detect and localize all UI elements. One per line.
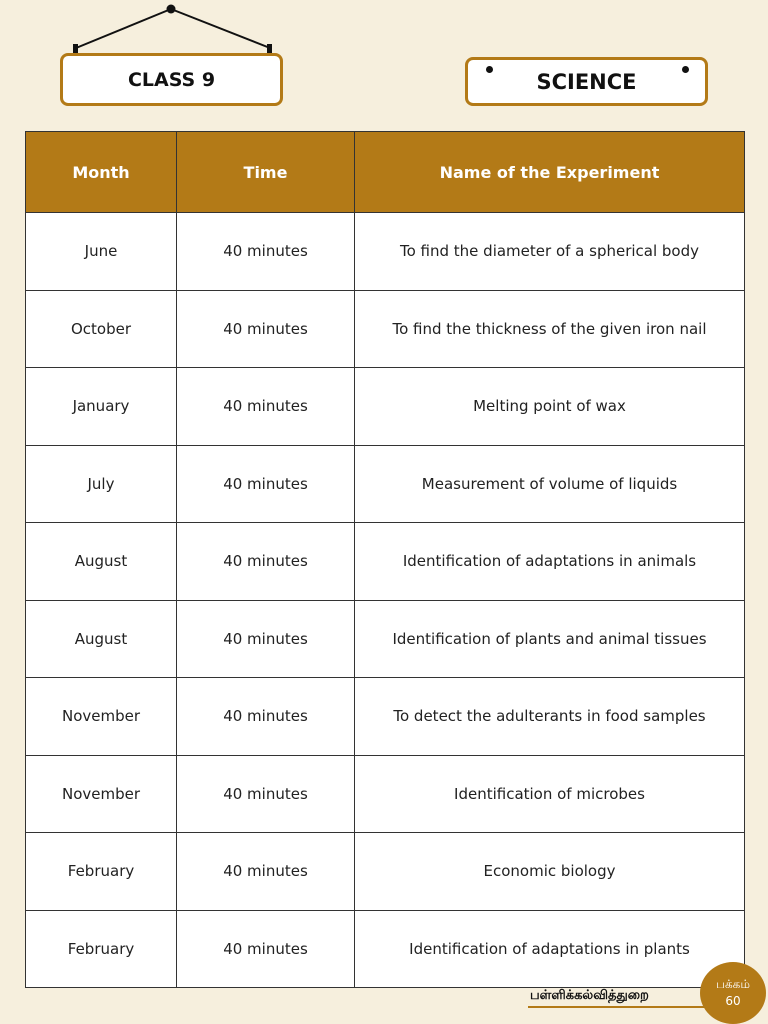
month-cell: February	[26, 910, 177, 988]
table-row	[26, 833, 745, 911]
experiment-cell: Identification of adaptations in plants	[355, 910, 745, 988]
month-cell: November	[26, 678, 177, 756]
column-header-time: Time	[177, 132, 355, 213]
column-header-month: Month	[26, 132, 177, 213]
table-row	[26, 368, 745, 446]
table-row	[26, 600, 745, 678]
time-cell: 40 minutes	[177, 213, 355, 291]
time-cell: 40 minutes	[177, 678, 355, 756]
experiment-cell: To find the thickness of the given iron nail	[355, 290, 745, 368]
experiment-cell: Melting point of wax	[355, 368, 745, 446]
month-cell: August	[26, 600, 177, 678]
pin-dot-icon	[486, 66, 493, 73]
page-number: 60	[725, 994, 741, 1008]
month-cell: February	[26, 833, 177, 911]
table-row	[26, 290, 745, 368]
experiment-schedule-table	[25, 131, 745, 988]
time-cell: 40 minutes	[177, 833, 355, 911]
page-word: பக்கம்	[716, 977, 750, 991]
time-cell: 40 minutes	[177, 523, 355, 601]
subject-label	[465, 57, 708, 106]
class-label-text: CLASS 9	[127, 68, 216, 91]
time-cell: 40 minutes	[177, 755, 355, 833]
table-row	[26, 445, 745, 523]
page-number-badge	[700, 962, 766, 1024]
column-header-experiment: Name of the Experiment	[355, 132, 745, 213]
pin-dot-icon	[682, 66, 689, 73]
table-header-row	[26, 132, 745, 213]
time-cell: 40 minutes	[177, 600, 355, 678]
experiment-cell: To detect the adulterants in food samples	[355, 678, 745, 756]
class-label	[60, 53, 283, 106]
experiment-cell: Economic biology	[355, 833, 745, 911]
footer-underline	[528, 1006, 708, 1008]
table-row	[26, 523, 745, 601]
month-cell: June	[26, 213, 177, 291]
time-cell: 40 minutes	[177, 910, 355, 988]
time-cell: 40 minutes	[177, 290, 355, 368]
experiment-cell: Identification of microbes	[355, 755, 745, 833]
subject-label-text: SCIENCE	[536, 69, 637, 94]
department-name: பள்ளிக்கல்வித்துறை	[530, 988, 649, 1003]
experiment-cell: Identification of adaptations in animals	[355, 523, 745, 601]
month-cell: November	[26, 755, 177, 833]
month-cell: August	[26, 523, 177, 601]
table-row	[26, 213, 745, 291]
table-row	[26, 910, 745, 988]
month-cell: July	[26, 445, 177, 523]
time-cell: 40 minutes	[177, 368, 355, 446]
month-cell: January	[26, 368, 177, 446]
table-row	[26, 678, 745, 756]
month-cell: October	[26, 290, 177, 368]
table-row	[26, 755, 745, 833]
experiment-cell: To find the diameter of a spherical body	[355, 213, 745, 291]
time-cell: 40 minutes	[177, 445, 355, 523]
experiment-cell: Measurement of volume of liquids	[355, 445, 745, 523]
experiment-cell: Identification of plants and animal tissues	[355, 600, 745, 678]
